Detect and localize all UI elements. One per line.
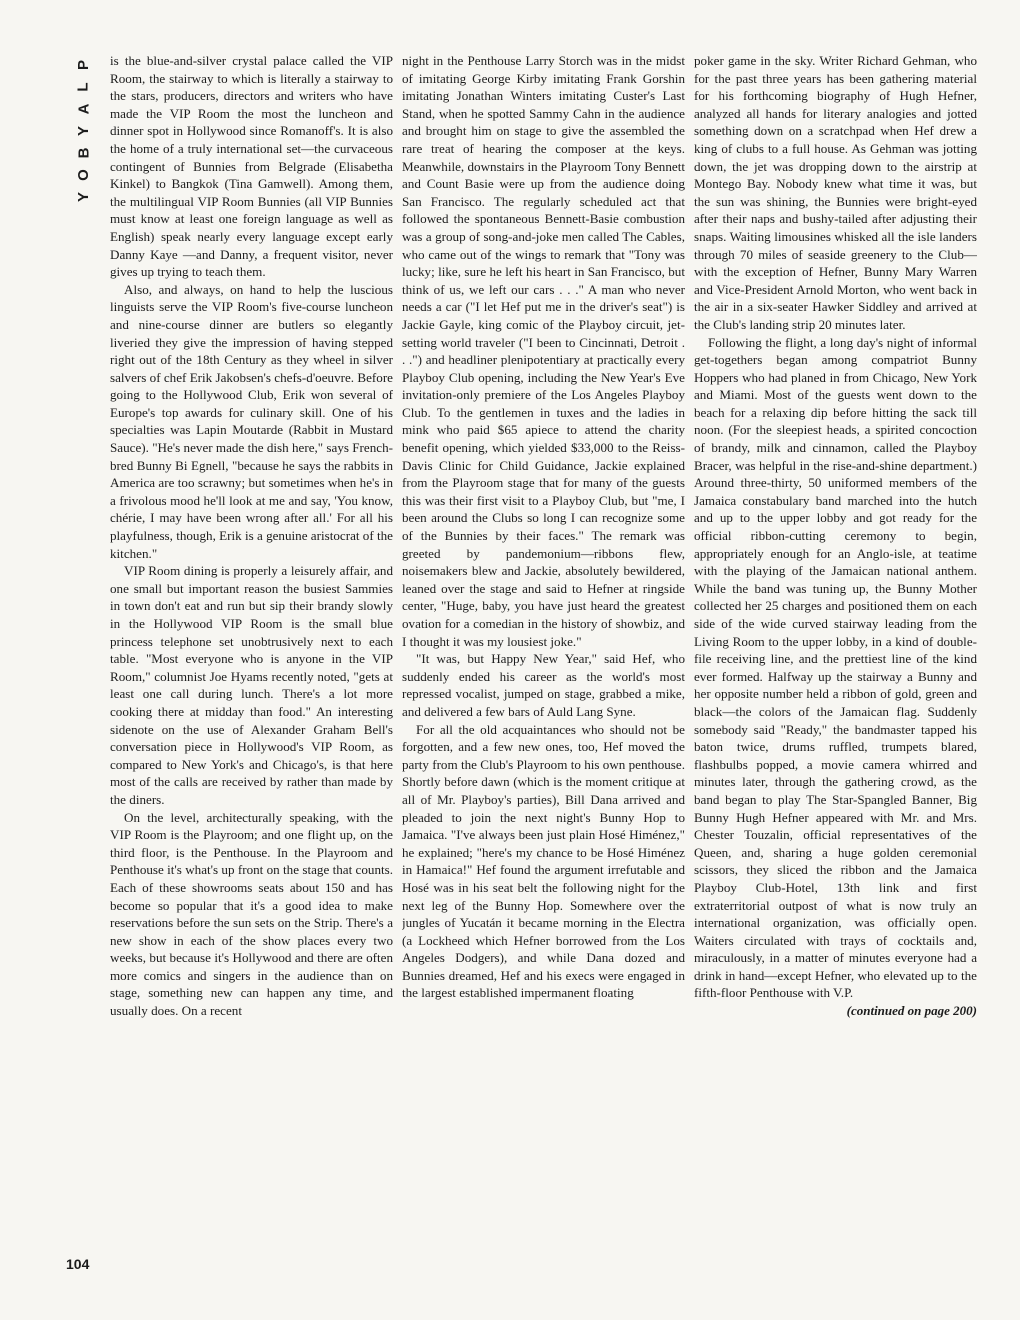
running-head-letter: B <box>75 147 92 159</box>
paragraph: VIP Room dining is properly a leisurely affair, and one small but important reason the busiest Sammies in town don't eat and run but sip their brandy slowly in the Hollywood VIP Room is the small blue princess telephone set unobtrusively next to each table. "Most everyone who is anyone in the VIP Room," columnist Joe Hyams recently noted, "gets at least one call during lunch. There's a lot more cooking there at midday than food." An interesting sidenote on the use of Alexander Graham Bell's conversation piece in Hollywood's VIP Room, as compared to New York's and Chicago's, is that here most of the calls are received by rather than made by the diners. <box>110 563 393 807</box>
running-head <box>66 54 102 208</box>
text-column-1 <box>110 52 393 1284</box>
running-head-letter: P <box>74 59 92 71</box>
paragraph: Also, and always, on hand to help the luscious linguists serve the VIP Room's five-course luncheon and nine-course dinner are butlers so elegantly liveried they give the impression of having stepped right out of the 18th Century as they wheel in silver salvers of chef Erik Jakobsen's chefs-d'oeuvre. Before going to the Hollywood Club, Erik won several of Europe's top awards for culinary skill. One of his specialties was Lapin Moutarde (Rabbit in Mustard Sauce). "He's never made the dish here," says French-bred Bunny Bi Egnell, "because he says the rabbits in America are too scrawny; but sometimes when he's in a frivolous mood he'll look at me and say, 'You know, chérie, I may have been wrong after all.' For all his playfulness, though, Erik is a genuine aristocrat of the kitchen." <box>110 281 393 561</box>
running-head-letter: L <box>74 82 92 92</box>
paragraph: For all the old acquaintances who should not be forgotten, and a few new ones, too, Hef moved the party from the Club's Playroom to his own penthouse. Shortly before dawn (which is the moment critique at all of Mr. Playboy's parties), Bill Dana arrived and pleaded to join the next night's Bunny Hop to Jamaica. "I've always been just plain Hosé Himénez," he explained; "here's my chance to be Hosé Himénez in Hamaica!" Hef found the argument irrefutable and Hosé was in his seat belt the following night for the next leg of the Bunny Hop. Somewhere over the jungles of Yucatán it became morning in the Electra (a Lockheed which Hefner borrowed from the Los Angeles Dodgers), and while Dana dozed and Bunnies dreamed, Hef and his execs were engaged in the largest established impermanent floating <box>402 721 685 1001</box>
running-head-letter: A <box>75 103 92 115</box>
paragraph: Following the flight, a long day's night of informal get-togethers began among compatriot Bunny Hoppers who had planed in from Chicago, New York and Miami. Most of the guests went down to the beach for a relaxing dip before hitting the sack till noon. (For the sleepiest heads, a spirited concoction of brandy, milk and cinnamon, called the Playboy Bracer, was helpful in the rise-and-shine department.) Around three-thirty, 50 uniformed members of the Jamaica constabulary band marched into the hutch and up to the upper lobby and got ready for the official ribbon-cutting ceremony to begin, appropriately enough for an Anglo-isle, at teatime with the playing of the Jamaican national anthem. While the band was tuning up, the Bunny Mother collected her 25 charges and positioned them on each side of the wide curved stairway leading from the Living Room to the upper lobby, in a kind of double-file receiving line, and the prettiest line of the kind ever formed. Halfway up the stairway a Bunny and her opposite number held a ribbon of gold, green and black—the colors of the Jamaican flag. Suddenly somebody said "Ready," the bandmaster tapped his baton twice, drums ruffled, trumpets blared, flashbulbs popped, a movie camera whirred and minutes later, through the gathering crowd, as the band began to play The Star-Spangled Banner, Big Bunny Hugh Hefner appeared with Mr. and Mrs. Chester Touzalin, official representatives of the Queen, and, sharing a huge golden ceremonial scissors, they sliced the ribbon and the Jamaica Playboy Club-Hotel, 13th link and first extraterritorial outpost of what is now truly an international organization, was officially open. Waiters circulated with trays of cocktails and, miraculously, in a matter of minutes everyone had a drink in hand—except Hefner, who elevated up to the fifth-floor Penthouse with V.P. <box>694 334 977 1001</box>
page-number: 104 <box>66 1256 90 1272</box>
paragraph: On the level, architecturally speaking, with the VIP Room is the Playroom; and one flight up, on the third floor, is the Penthouse. In the Playroom and Penthouse it's what's up front on the stage that counts. Each of these showrooms seats about 150 and has become so popular that it's a good idea to make reservations before the sun sets on the Strip. There's a new show in each of the show places every two weeks, but because it's Hollywood and there are often more comics and singers in the audience than on stage, something new can happen any time, and usually does. On a recent <box>110 809 393 1019</box>
running-head-letter: Y <box>74 125 92 137</box>
running-head-letter: O <box>74 169 92 181</box>
paragraph: poker game in the sky. Writer Richard Gehman, who for the past three years has been gathering material for his forthcoming biography of Hugh Hefner, analyzed all hands for literary analogies and jotted something down on a scratchpad when Hef drew a king of clubs to a full house. As Gehman was jotting down, the jet was dropping down to the airstrip at Montego Bay. Nobody knew what time it was, but the sun was shining, the Bunnies were bright-eyed after their naps and bushy-tailed after adjusting their snaps. Waiting limousines whisked all the isle landers through 70 miles of seaside greenery to the Club—with the exception of Hefner, Bunny Mary Warren and Vice-President Arnold Morton, who went back in the air in a six-seater Hawker Siddley and arrived at the Club's landing strip 20 minutes later. <box>694 53 977 332</box>
paragraph: is the blue-and-silver crystal palace called the VIP Room, the stairway to which is literally a stairway to the stars, producers, directors and writers who have made the VIP Room the most the luncheon and dinner spot in Hollywood since Romanoff's. It is also the home of a truly international set—the curvaceous contingent of Bunnies from Belgrade (Elisabetha Kinkel) to Bangkok (Tina Gamwell). Among them, the multilingual VIP Room Bunnies (all VIP Bunnies must know at least one foreign language as well as English) speak nearly every language except early Danny Kaye —and Danny, a frequent visitor, never gives up trying to teach them. <box>110 53 393 280</box>
text-column-3 <box>694 52 977 1284</box>
continued-line: (continued on page 200) <box>846 1003 977 1019</box>
text-column-2 <box>402 52 685 1284</box>
paragraph: night in the Penthouse Larry Storch was in the midst of imitating George Kirby imitating Frank Gorshin imitating Jonathan Winters imitating Custer's Last Stand, when he spotted Sammy Cahn in the audience and brought him on stage to give the assembled the rare treat of hearing the composer at the keys. Meanwhile, downstairs in the Playroom Tony Bennett and Count Basie were up from the audience doing San Francisco. The regularly scheduled act that followed the spontaneous Bennett-Basie combustion was a group of song-and-joke men called The Cables, who came out of the wings to remark that "Tony was lucky; like, sure he left his heart in San Francisco, but think of us, we left our cars . . ." A man who never needs a car ("I let Hef put me in the driver's seat") is Jackie Gayle, king comic of the Playboy circuit, jet-setting world traveler ("I been to Cincinnati, Detroit . . .") and headliner plenipotentiary at practically every Playboy Club opening, including the New Year's Eve invitation-only premiere of the Los Angeles Playboy Club. To the gentlemen in tuxes and the ladies in mink who paid $65 apiece to attend the charity benefit opening, which yielded $33,000 to the Reiss-Davis Clinic for Child Guidance, Jackie explained from the Playroom stage that for many of the guests this was their first visit to a Playboy Club, but "me, I been around the Clubs so long I can recognize some of the Bunnies by their faces." The remark was greeted by pandemonium—ribbons flew, noisemakers blew and Jackie, absolutely bewildered, leaned over the stage and said to Hefner at ringside center, "Huge, baby, you have just heard the greatest ovation for a comedian in the history of showbiz, and I thought it was my lousiest joke." <box>402 53 685 649</box>
running-head-letter: Y <box>74 191 92 203</box>
paragraph: "It was, but Happy New Year," said Hef, who suddenly ended his career as the world's most repressed vocalist, jumped on stage, grabbed a mike, and delivered a few bars of Auld Lang Syne. <box>402 651 685 719</box>
